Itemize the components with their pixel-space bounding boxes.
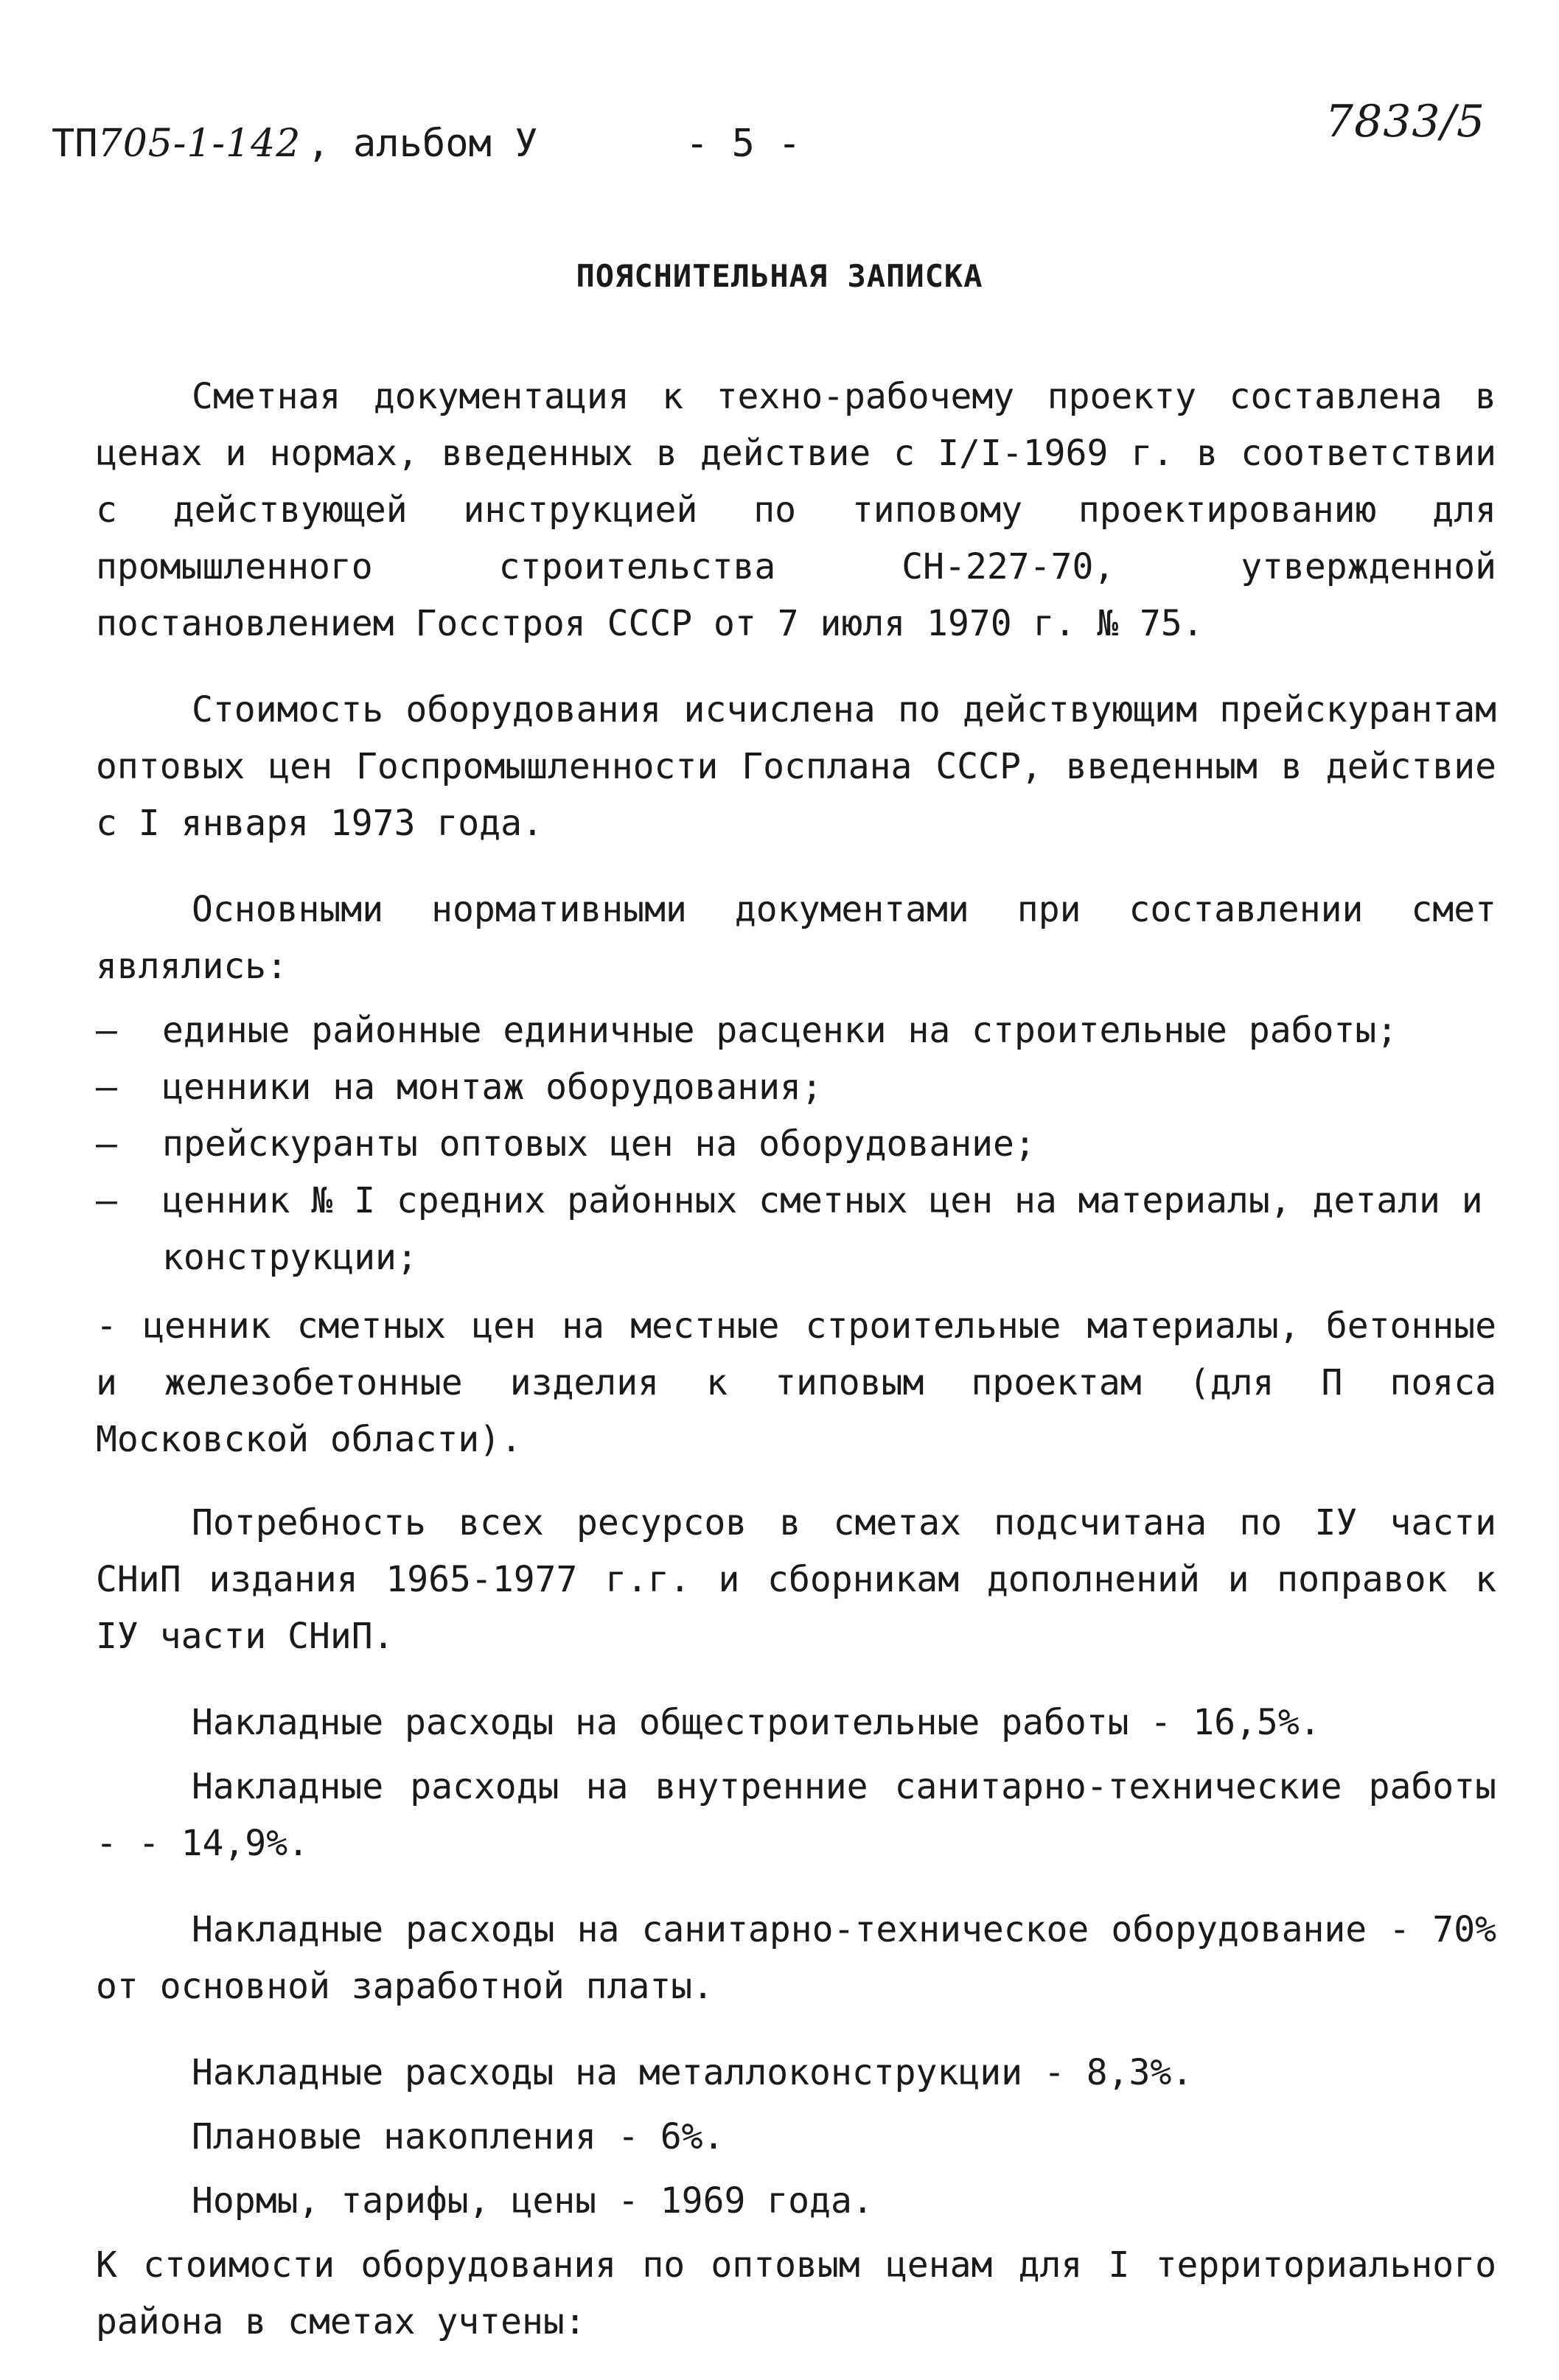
paragraph-closing: К стоимости оборудования по оптовым ценам для I территориального района в сметах учтены: xyxy=(96,2244,1496,2342)
project-number: 705-1-142 xyxy=(97,122,301,166)
document-title: ПОЯСНИТЕЛЬНАЯ ЗАПИСКА xyxy=(576,258,983,294)
overhead-metal: Накладные расходы на металлоконструкции - 8,3%. xyxy=(192,2052,1193,2093)
document-body xyxy=(96,369,1496,2380)
page-header xyxy=(52,96,1507,177)
planned-savings: Плановые накопления - 6%. xyxy=(192,2116,725,2157)
paragraph-equipment-cost: Стоимость оборудования исчислена по действующим прейскурантам оптовых цен Госпромышленности Госплана СССР, введенным в действие с I января 1973 года. xyxy=(96,689,1496,844)
album-label: , альбом У xyxy=(307,122,538,166)
overhead-general: Накладные расходы на общестроительные работы - 16,5%. xyxy=(192,1702,1321,1743)
inventory-number: 7833/5 xyxy=(1325,96,1485,147)
normative-list xyxy=(96,1002,1496,1286)
paragraph-normative-intro: Основными нормативными документами при составлении смет являлись: xyxy=(96,889,1496,987)
norms-year: Нормы, тарифы, цены - 1969 года. xyxy=(192,2180,873,2222)
list-item: – ценники на монтаж оборудования; xyxy=(96,1059,1496,1116)
list-item: – единые районные единичные расценки на строительные работы; xyxy=(96,1002,1496,1059)
overhead-sanitary-equipment: Накладные расходы на санитарно-техническое оборудование - 70% от основной заработной платы. xyxy=(96,1909,1496,2007)
page-number: - 5 - xyxy=(686,122,801,166)
project-prefix: ТП xyxy=(52,122,98,166)
paragraph-resources: Потребность всех ресурсов в сметах подсчитана по IУ части СНиП издания 1965-1977 г.г. и сборникам дополнений и поправок к IУ части СНиП. xyxy=(96,1502,1496,1657)
list-item: – прейскуранты оптовых цен на оборудование; xyxy=(96,1116,1496,1173)
list-item: – ценник № I средних районных сметных цен на материалы, детали и конструкции; xyxy=(96,1173,1496,1286)
paragraph-estimate-basis: Сметная документация к техно-рабочему проекту составлена в ценах и нормах, введенных в действие с I/I-1969 г. в соответствии с действующей инструкцией по типовому проектированию для промышленного строительства СН-227-70, утвержденной постановлением Госстроя СССР от 7 июля 1970 г. № 75. xyxy=(96,376,1496,644)
overhead-sanitary-works: Накладные расходы на внутренние санитарно-технические работы - - 14,9%. xyxy=(96,1766,1496,1864)
paragraph-local-materials: - ценник сметных цен на местные строительные материалы, бетонные и железобетонные изделия к типовым проектам (для П пояса Московской области). xyxy=(96,1305,1496,1460)
